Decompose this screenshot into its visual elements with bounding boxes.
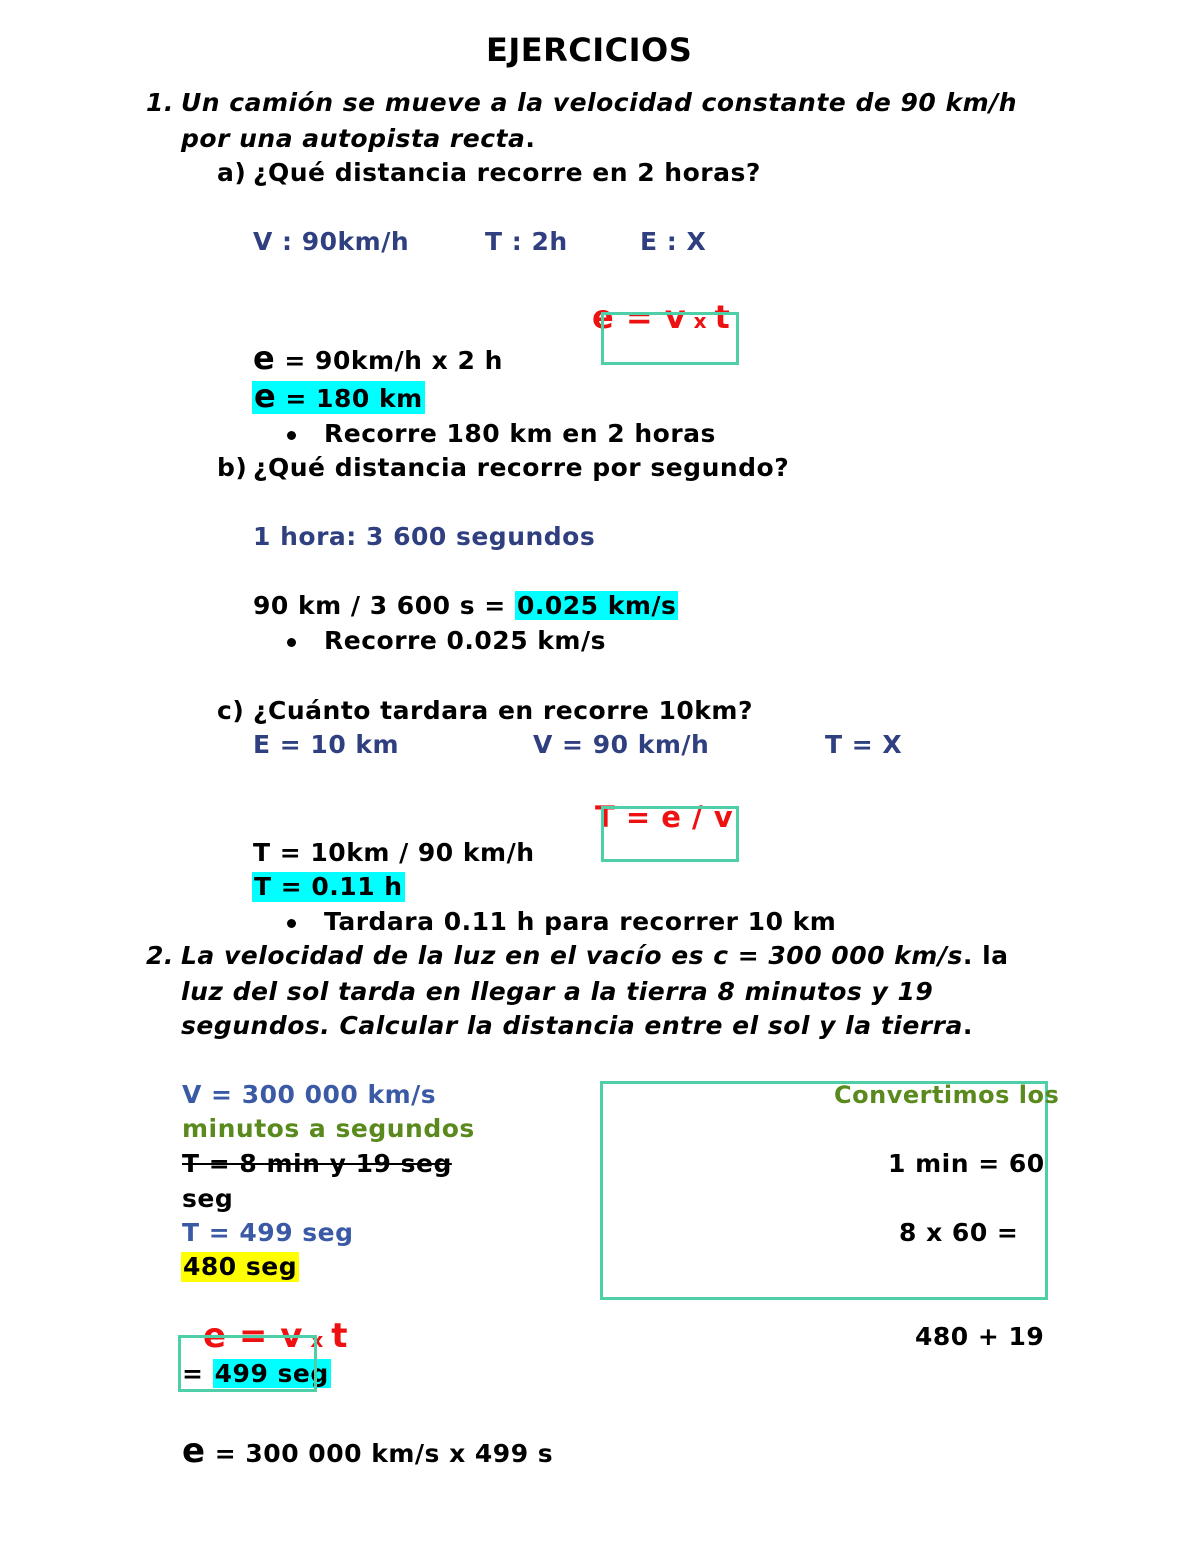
ex1-statement-line2: por una autopista recta.	[181, 124, 536, 153]
ex2-final-calculation: e = 300 000 km/s x 499 s	[182, 1431, 554, 1471]
ex1c-calculation: T = 10km / 90 km/h	[253, 838, 535, 867]
ex1a-question: ¿Qué distancia recorre en 2 horas?	[253, 158, 761, 187]
ex1c-answer: Tardara 0.11 h para recorrer 10 km	[324, 907, 837, 936]
ex2-statement-line2: luz del sol tarda en llegar a la tierra 8 minutos y 19	[181, 977, 934, 1006]
ex2-formula: e = v x t	[203, 1316, 348, 1356]
ex1c-formula-box	[601, 806, 739, 862]
ex2-eight-times: 8 x 60 =	[899, 1218, 1019, 1247]
ex2-one-minute: 1 min = 60	[888, 1149, 1045, 1178]
ex2-convert-note-b: minutos a segundos	[182, 1114, 475, 1143]
ex2-499-seg: 499 seg	[214, 1359, 329, 1388]
ex1c-label: c)	[217, 696, 245, 725]
ex1c-data-v: V = 90 km/h	[533, 730, 710, 759]
ex1b-bullet	[287, 638, 296, 647]
ex2-formula-box	[178, 1335, 317, 1392]
ex1a-formula-box	[601, 312, 739, 365]
ex1c-data-t: T = X	[825, 730, 903, 759]
ex2-sum: 480 + 19	[915, 1322, 1045, 1351]
ex2-480-seg: 480 seg	[183, 1252, 298, 1281]
ex1-number: 1.	[146, 88, 174, 117]
ex2-convert-note-a: Convertimos los	[834, 1081, 1060, 1109]
ex1c-result: T = 0.11 h	[254, 872, 403, 901]
ex1a-bullet	[287, 431, 296, 440]
ex2-seg-label: seg	[182, 1184, 234, 1213]
ex1b-calculation: 90 km / 3 600 s = 0.025 km/s	[253, 591, 677, 620]
ex1b-conversion: 1 hora: 3 600 segundos	[253, 522, 596, 551]
page-title: EJERCICIOS	[486, 31, 693, 69]
ex1b-label: b)	[217, 453, 248, 482]
ex2-time-total: T = 499 seg	[182, 1218, 354, 1247]
ex1b-question: ¿Qué distancia recorre por segundo?	[253, 453, 790, 482]
ex1a-calculation: e = 90km/h x 2 h	[253, 339, 503, 377]
ex1b-result: 0.025 km/s	[516, 591, 677, 620]
ex2-speed: V = 300 000 km/s	[182, 1080, 437, 1109]
ex2-time-struck: T = 8 min y 19 seg	[182, 1149, 452, 1178]
ex1a-label: a)	[217, 158, 247, 187]
ex1a-answer: Recorre 180 km en 2 horas	[324, 419, 716, 448]
ex1c-bullet	[287, 919, 296, 928]
ex2-499-line: = 499 seg	[182, 1359, 329, 1388]
ex1-statement-line1: Un camión se mueve a la velocidad constante de 90 km/h	[181, 88, 1018, 117]
ex1a-formula: e = v x t	[592, 298, 731, 336]
ex1c-question: ¿Cuánto tardara en recorre 10km?	[253, 696, 753, 725]
ex1a-result: e = 180 km	[254, 377, 423, 415]
ex1a-data-t: T : 2h	[485, 227, 568, 256]
ex1a-data-v: V : 90km/h	[253, 227, 410, 256]
ex2-statement-line1: La velocidad de la luz en el vacío es c = 300 000 km/s. la	[181, 941, 1009, 970]
ex1a-data-e: E : X	[640, 227, 707, 256]
ex2-number: 2.	[146, 941, 174, 970]
ex1c-data-e: E = 10 km	[253, 730, 400, 759]
ex1c-formula: T = e / v	[595, 800, 734, 834]
ex1b-answer: Recorre 0.025 km/s	[324, 626, 606, 655]
ex2-conversion-box	[600, 1081, 1048, 1300]
ex2-statement-line3: segundos. Calcular la distancia entre el sol y la tierra.	[181, 1011, 973, 1040]
